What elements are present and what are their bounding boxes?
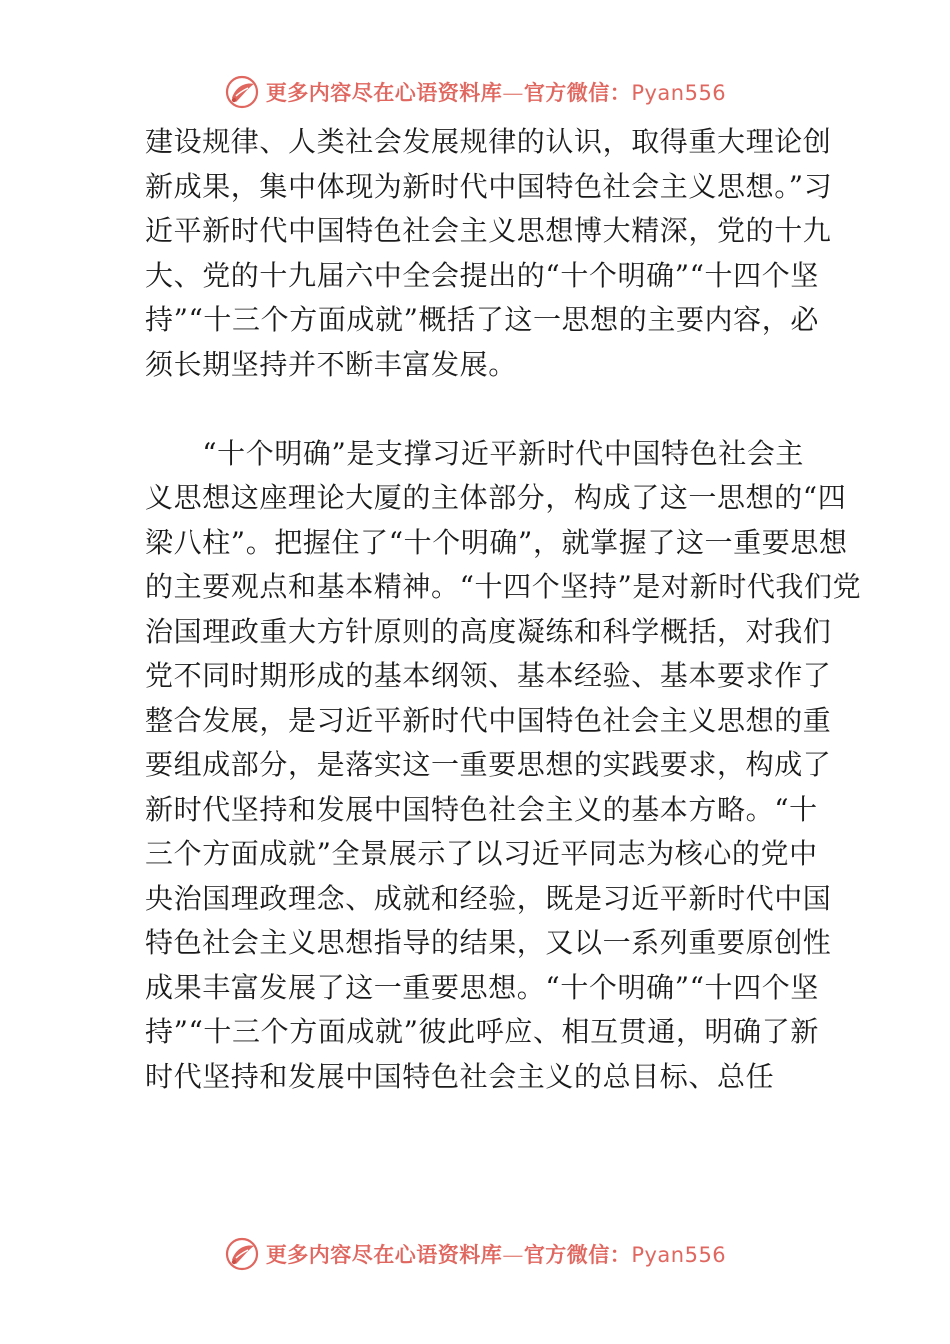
text-line: 整合发展，是习近平新时代中国特色社会主义思想的重 bbox=[145, 703, 832, 737]
text-line: 须长期坚持并不断丰富发展。 bbox=[145, 347, 517, 381]
text-line: 时代坚持和发展中国特色社会主义的总目标、总任 bbox=[145, 1059, 775, 1093]
text-line: 大、党的十九届六中全会提出的“十个明确”“十四个坚 bbox=[145, 258, 819, 292]
footer-banner bbox=[0, 1232, 950, 1276]
banner-wechat-label: 官方微信： bbox=[523, 1242, 632, 1267]
text-line: 要组成部分，是落实这一重要思想的实践要求，构成了 bbox=[145, 748, 832, 781]
text-line: 近平新时代中国特色社会主义思想博大精深，党的十九 bbox=[145, 214, 832, 247]
paragraph-1 bbox=[145, 120, 833, 387]
leaf-swirl-logo-icon bbox=[224, 74, 260, 110]
text-line: 新成果，集中体现为新时代中国特色社会主义思想。”习 bbox=[145, 169, 833, 203]
banner-wechat-label: 官方微信： bbox=[523, 80, 632, 105]
text-line: 成果丰富发展了这一重要思想。“十个明确”“十四个坚 bbox=[145, 970, 819, 1004]
text-line: 三个方面成就”全景展示了以习近平同志为核心的党中 bbox=[145, 837, 818, 870]
text-line: 义思想这座理论大厦的主体部分，构成了这一思想的“四 bbox=[145, 481, 847, 514]
text-line: 梁八柱”。把握住了“十个明确”，就掌握了这一重要思想 bbox=[145, 525, 848, 559]
text-line: 党不同时期形成的基本纲领、基本经验、基本要求作了 bbox=[145, 659, 832, 692]
text-line: 特色社会主义思想指导的结果，又以一系列重要原创性 bbox=[145, 926, 832, 959]
text-line: 治国理政重大方针原则的高度凝练和科学概括，对我们 bbox=[145, 614, 832, 648]
text-line: 持”“十三个方面成就”概括了这一思想的主要内容，必 bbox=[145, 303, 819, 336]
leaf-swirl-logo-icon bbox=[224, 1236, 260, 1272]
text-line: “十个明确”是支撑习近平新时代中国特色社会主 bbox=[145, 436, 805, 470]
paragraph-spacer bbox=[145, 387, 825, 432]
banner-wechat-id: Pyan556 bbox=[631, 1243, 727, 1267]
text-line: 央治国理政理念、成就和经验，既是习近平新时代中国 bbox=[145, 881, 832, 915]
header-banner bbox=[0, 70, 950, 114]
banner-separator: — bbox=[502, 81, 524, 105]
text-line: 建设规律、人类社会发展规律的认识，取得重大理论创 bbox=[145, 125, 832, 158]
document-body bbox=[145, 120, 862, 1099]
text-line: 持”“十三个方面成就”彼此呼应、相互贯通，明确了新 bbox=[145, 1015, 819, 1048]
footer-banner-text bbox=[266, 1239, 726, 1269]
text-line: 新时代坚持和发展中国特色社会主义的基本方略。“十 bbox=[145, 792, 818, 826]
banner-brand: 更多内容尽在心语资料库 bbox=[265, 80, 503, 105]
banner-wechat-id: Pyan556 bbox=[631, 81, 727, 105]
paragraph-2 bbox=[145, 432, 862, 1100]
header-banner-text bbox=[266, 77, 726, 107]
text-line: 的主要观点和基本精神。“十四个坚持”是对新时代我们党 bbox=[145, 570, 862, 603]
banner-brand: 更多内容尽在心语资料库 bbox=[265, 1242, 503, 1267]
banner-separator: — bbox=[502, 1243, 524, 1267]
